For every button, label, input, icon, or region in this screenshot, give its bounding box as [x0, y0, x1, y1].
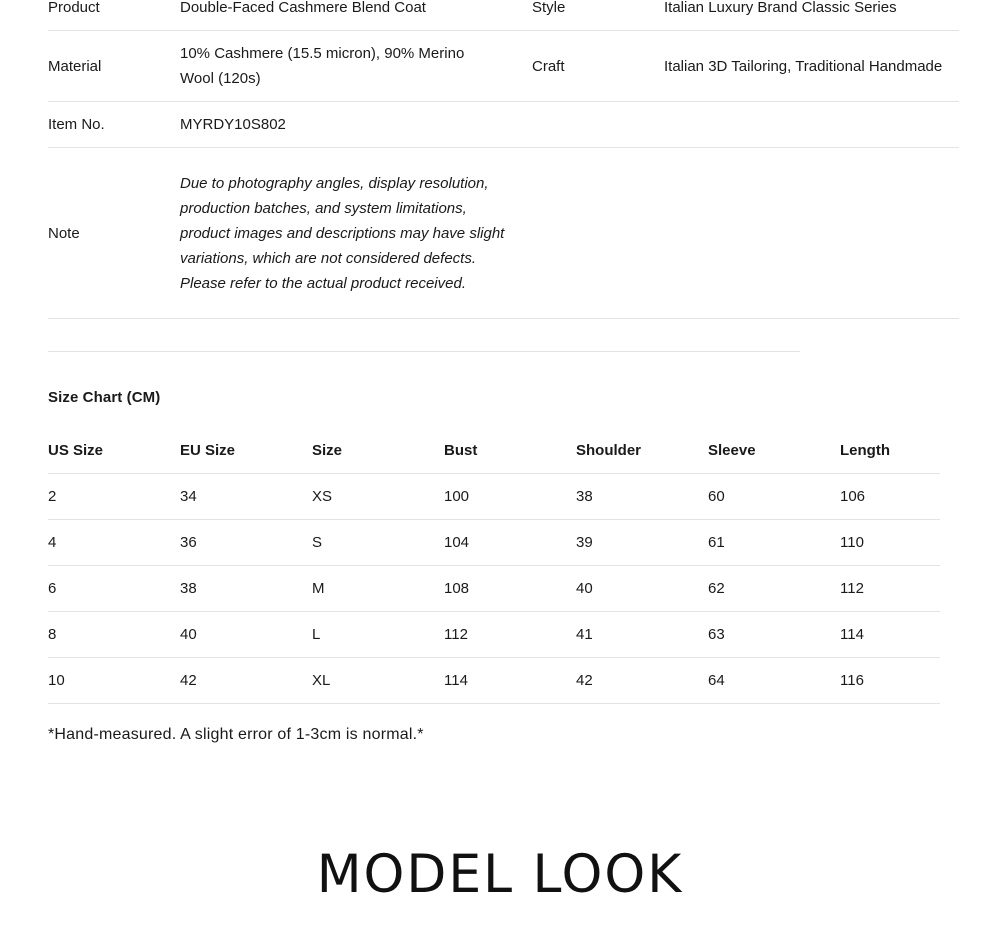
spec-label-note: Note: [48, 224, 80, 242]
cell-length: 114: [840, 626, 864, 643]
cell-shoulder: 38: [576, 488, 593, 505]
cell-size: XS: [312, 488, 333, 505]
cell-bust: 114: [444, 672, 468, 689]
spec-row-item-no: [48, 102, 959, 148]
cell-eu-size: 38: [180, 580, 197, 597]
spec-label-style: Style: [532, 0, 566, 16]
cell-length: 112: [840, 580, 864, 597]
cell-bust: 112: [444, 626, 468, 643]
cell-us-size: 4: [48, 534, 57, 551]
cell-sleeve: 64: [708, 672, 725, 689]
cell-size: M: [312, 580, 325, 597]
spec-row-product: [48, 0, 959, 31]
product-spec-table: [48, 0, 959, 319]
cell-length: 116: [840, 672, 864, 689]
cell-eu-size: 34: [180, 488, 197, 505]
header-sleeve: Sleeve: [708, 442, 756, 459]
spec-value-style: Italian Luxury Brand Classic Series: [664, 0, 897, 16]
cell-shoulder: 39: [576, 534, 593, 551]
cell-bust: 100: [444, 488, 470, 505]
spec-row-material: [48, 31, 959, 102]
cell-size: S: [312, 534, 323, 551]
model-look-heading: MODEL LOOK: [316, 844, 684, 905]
spec-value-note: Due to photography angles, display resolution, production batches, and system limitations, product images and descriptions may have slight variations, which are not considered defects. Please refer to the actual product received.: [180, 174, 505, 292]
spec-label-material: Material: [48, 57, 102, 75]
header-us-size: US Size: [48, 442, 104, 459]
cell-us-size: 6: [48, 580, 57, 597]
size-chart-footnote: *Hand-measured. A slight error of 1-3cm is normal.*: [48, 726, 424, 743]
header-eu-size: EU Size: [180, 442, 236, 459]
table-row: [48, 566, 940, 612]
header-size: Size: [312, 442, 343, 459]
spec-label-craft: Craft: [532, 57, 565, 75]
spec-value-craft: Italian 3D Tailoring, Traditional Handmade: [664, 57, 943, 75]
spec-label-item-no: Item No.: [48, 116, 105, 133]
cell-length: 110: [840, 534, 864, 551]
size-chart-table: [48, 428, 940, 704]
cell-shoulder: 41: [576, 626, 593, 643]
table-row: [48, 474, 940, 520]
cell-sleeve: 60: [708, 488, 725, 505]
cell-size: XL: [312, 672, 331, 689]
cell-shoulder: 42: [576, 672, 593, 689]
cell-eu-size: 42: [180, 672, 197, 689]
spec-row-note: [48, 148, 959, 319]
header-bust: Bust: [444, 442, 478, 459]
cell-eu-size: 36: [180, 534, 197, 551]
cell-eu-size: 40: [180, 626, 197, 643]
header-length: Length: [840, 442, 890, 459]
size-chart-title: Size Chart (CM): [48, 389, 161, 406]
spec-value-item-no: MYRDY10S802: [180, 116, 286, 133]
cell-sleeve: 62: [708, 580, 725, 597]
cell-bust: 104: [444, 534, 470, 551]
cell-us-size: 8: [48, 626, 57, 643]
cell-size: L: [312, 626, 321, 643]
cell-sleeve: 63: [708, 626, 725, 643]
table-row: [48, 612, 940, 658]
section-divider: [48, 351, 800, 352]
table-row: [48, 658, 940, 704]
cell-length: 106: [840, 488, 866, 505]
cell-us-size: 10: [48, 672, 65, 689]
header-shoulder: Shoulder: [576, 442, 642, 459]
spec-value-product: Double-Faced Cashmere Blend Coat: [180, 0, 426, 16]
spec-value-material: 10% Cashmere (15.5 micron), 90% Merino Wool (120s): [180, 45, 465, 87]
spec-label-product: Product: [48, 0, 100, 16]
cell-us-size: 2: [48, 488, 57, 505]
cell-shoulder: 40: [576, 580, 593, 597]
cell-bust: 108: [444, 580, 470, 597]
size-chart-header-row: [48, 428, 940, 474]
table-row: [48, 520, 940, 566]
cell-sleeve: 61: [708, 534, 725, 551]
